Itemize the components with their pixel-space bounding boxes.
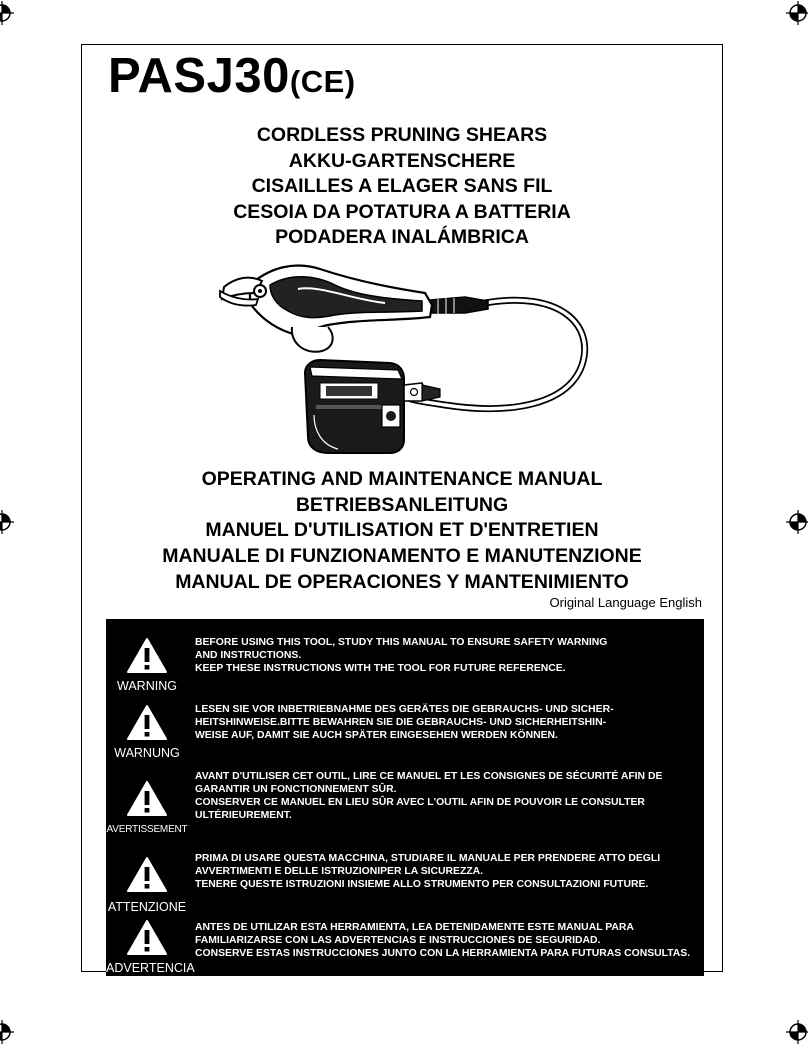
product-title-it: CESOIA DA POTATURA A BATTERIA: [233, 200, 571, 223]
warning-text: PRIMA DI USARE QUESTA MACCHINA, STUDIARE IL MANUALE PER PRENDERE ATTO DEGLI AVVERTIMENTI E DELLE ISTRUZIONIPER LA SICUREZZA. TENERE QUESTE ISTRUZIONI INSIEME ALLO STRUMENTO PER CONSULTAZIONI FUTURE.: [195, 853, 661, 890]
warning-triangle-icon: [106, 780, 188, 822]
warning-triangle-icon: [106, 856, 188, 898]
registration-mark-icon: [0, 1, 14, 25]
warning-text: AVANT D'UTILISER CET OUTIL, LIRE CE MANUEL ET LES CONSIGNES DE SÉCURITÉ AFIN DE GARANTIR UN FONCTIONNEMENT SÛR. CONSERVER CE MANUEL EN LIEU SÛR AVEC L'OUTIL AFIN DE POUVOIR LE CONSULTER ULTÉRIEUREMENT.: [195, 771, 663, 821]
registration-mark-icon: [786, 1020, 808, 1044]
manual-title-es: MANUAL DE OPERACIONES Y MANTENIMIENTO: [175, 570, 629, 593]
safety-warning-panel: [106, 619, 704, 976]
manual-title-de: BETRIEBSANLEITUNG: [295, 493, 509, 516]
product-titles: [81, 123, 723, 251]
page-title: [108, 49, 356, 103]
model-suffix: (CE): [289, 64, 356, 99]
registration-mark-icon: [0, 1020, 14, 1044]
warning-text: LESEN SIE VOR INBETRIEBNAHME DES GERÄTES DIE GEBRAUCHS- UND SICHER- HEITSHINWEISE.BITTE BEWAHREN SIE DIE GEBRAUCHS- UND SICHERHEITSHIN- WEISE AUF, DAMIT SIE AUCH SPÄTER EINGESEHEN WERDEN KÖNNEN.: [195, 704, 614, 741]
warning-text: ANTES DE UTILIZAR ESTA HERRAMIENTA, LEA DETENIDAMENTE ESTE MANUAL PARA FAMILIARIZARSE CON LAS ADVERTENCIAS E INSTRUCCIONES DE SEGURIDAD. CONSERVE ESTAS INSTRUCCIONES JUNTO CON LA HERRAMIENTA PARA FUTURAS CONSULTAS.: [195, 922, 691, 959]
manual-title-it: MANUALE DI FUNZIONAMENTO E MANUTENZIONE: [162, 545, 642, 568]
registration-mark-icon: [0, 510, 14, 534]
warning-triangle-icon: [106, 704, 188, 746]
product-title-es: PODADERA INALÁMBRICA: [275, 226, 529, 248]
warning-triangle-icon: [106, 637, 188, 679]
warning-triangle-icon: [106, 919, 188, 961]
warning-label: WARNING: [117, 679, 177, 693]
manual-titles: [81, 467, 723, 596]
warning-label: WARNUNG: [114, 746, 180, 760]
warning-label: ADVERTENCIA: [106, 961, 195, 975]
registration-mark-icon: [786, 510, 808, 534]
registration-mark-icon: [786, 1, 808, 25]
warning-text: BEFORE USING THIS TOOL, STUDY THIS MANUAL TO ENSURE SAFETY WARNING AND INSTRUCTIONS. KEEP THESE INSTRUCTIONS WITH THE TOOL FOR FUTURE REFERENCE.: [195, 637, 608, 674]
manual-title-en: OPERATING AND MAINTENANCE MANUAL: [201, 468, 603, 490]
product-title-en: CORDLESS PRUNING SHEARS: [256, 124, 548, 146]
product-title-de: AKKU-GARTENSCHERE: [288, 149, 516, 172]
product-title-fr: CISAILLES A ELAGER SANS FIL: [251, 175, 553, 197]
original-language-note: Original Language English: [549, 595, 702, 610]
warning-label: AVERTISSEMENT: [106, 824, 188, 835]
pruning-shears-illustration: [210, 255, 600, 460]
warning-label: ATTENZIONE: [107, 900, 187, 914]
manual-title-fr: MANUEL D'UTILISATION ET D'ENTRETIEN: [205, 519, 599, 542]
model-number: PASJ30: [108, 49, 290, 103]
